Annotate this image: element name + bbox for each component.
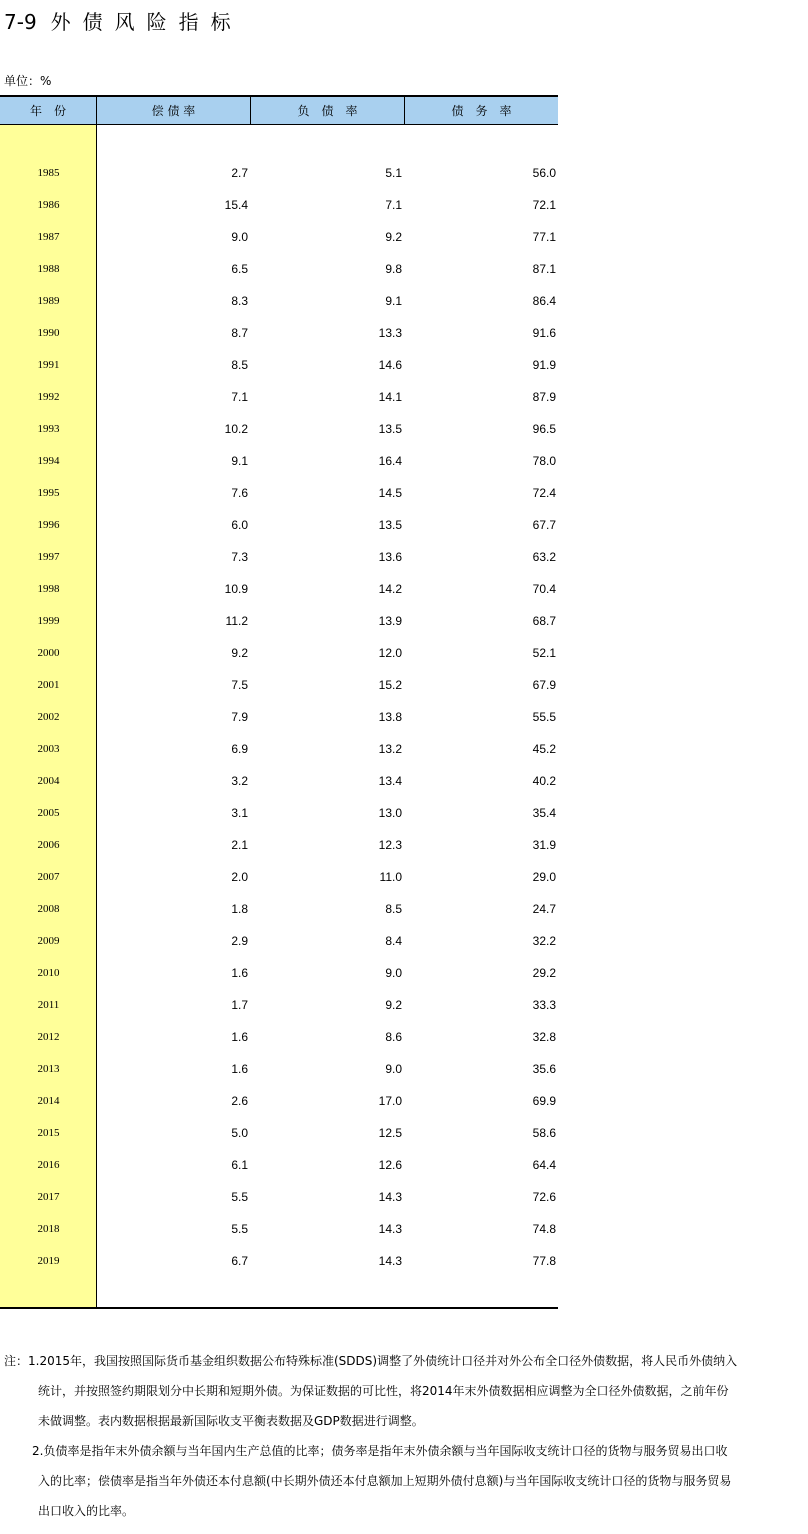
liability-ratio-cell: 13.2	[378, 742, 402, 756]
debt-service-ratio-cell: 3.1	[231, 806, 248, 820]
table-row	[0, 573, 558, 605]
year-cell: 2011	[37, 999, 60, 1011]
debt-service-ratio-cell: 7.6	[231, 486, 248, 500]
debt-service-ratio-cell: 6.5	[231, 262, 248, 276]
liability-ratio-cell: 9.2	[385, 230, 402, 244]
year-cell: 1989	[37, 295, 60, 307]
debt-service-ratio-cell: 6.7	[231, 1254, 248, 1268]
liability-ratio-cell: 9.2	[385, 998, 402, 1012]
year-cell: 2010	[37, 967, 60, 979]
debt-ratio-cell: 29.0	[532, 870, 556, 884]
liability-ratio-cell: 13.9	[378, 614, 402, 628]
year-cell: 2007	[37, 871, 60, 883]
debt-service-ratio-cell: 8.7	[231, 326, 248, 340]
note-1-line-3: 未做调整。表内数据根据最新国际收支平衡表数据及GDP数据进行调整。	[38, 1414, 424, 1428]
header-year: 年 份	[0, 97, 97, 125]
debt-service-ratio-cell: 2.6	[231, 1094, 248, 1108]
year-cell: 1991	[37, 359, 60, 371]
table-row	[0, 701, 558, 733]
table-row	[0, 765, 558, 797]
debt-ratio-cell: 24.7	[532, 902, 556, 916]
note-2-line-1: 2.负债率是指年末外债余额与当年国内生产总值的比率；债务率是指年末外债余额与当年国际收支统计口径的货物与服务贸易出口收	[32, 1444, 728, 1458]
debt-service-ratio-cell: 8.5	[231, 358, 248, 372]
debt-service-ratio-cell: 10.2	[224, 422, 248, 436]
liability-ratio-cell: 14.3	[378, 1190, 402, 1204]
debt-service-ratio-cell: 1.6	[231, 966, 248, 980]
year-cell: 1988	[37, 263, 60, 275]
year-cell: 1996	[37, 519, 60, 531]
debt-ratio-cell: 78.0	[532, 454, 556, 468]
liability-ratio-cell: 14.2	[378, 582, 402, 596]
debt-service-ratio-cell: 1.6	[231, 1030, 248, 1044]
table-row	[0, 605, 558, 637]
debt-ratio-cell: 72.1	[532, 198, 556, 212]
table-row	[0, 1149, 558, 1181]
liability-ratio-cell: 12.0	[378, 646, 402, 660]
year-cell: 1998	[37, 583, 60, 595]
liability-ratio-cell: 12.6	[378, 1158, 402, 1172]
debt-service-ratio-cell: 1.7	[231, 998, 248, 1012]
table-title: 外债风险指标	[50, 10, 243, 34]
debt-ratio-cell: 32.2	[532, 934, 556, 948]
page-title	[4, 6, 243, 35]
liability-ratio-cell: 9.0	[385, 966, 402, 980]
table-row	[0, 189, 558, 221]
year-cell: 2016	[37, 1159, 60, 1171]
year-cell: 2013	[37, 1063, 60, 1075]
debt-service-ratio-cell: 6.0	[231, 518, 248, 532]
debt-service-ratio-cell: 2.9	[231, 934, 248, 948]
year-cell: 1985	[37, 167, 60, 179]
year-cell: 2019	[37, 1255, 60, 1267]
debt-ratio-cell: 86.4	[532, 294, 556, 308]
liability-ratio-cell: 5.1	[385, 166, 402, 180]
note-2-line-2: 入的比率；偿债率是指当年外债还本付息额(中长期外债还本付息额加上短期外债付息额)与当年国际收支统计口径的货物与服务贸易	[38, 1474, 732, 1488]
liability-ratio-cell: 13.3	[378, 326, 402, 340]
liability-ratio-cell: 12.3	[378, 838, 402, 852]
table-row	[0, 1181, 558, 1213]
table-bottom-rule	[0, 1307, 558, 1309]
debt-ratio-cell: 52.1	[532, 646, 556, 660]
year-cell: 2000	[37, 647, 60, 659]
debt-service-ratio-cell: 11.2	[225, 614, 248, 628]
table-row	[0, 957, 558, 989]
liability-ratio-cell: 14.1	[378, 390, 402, 404]
liability-ratio-cell: 14.3	[378, 1222, 402, 1236]
debt-ratio-cell: 32.8	[532, 1030, 556, 1044]
debt-service-ratio-cell: 7.1	[231, 390, 248, 404]
table-row	[0, 925, 558, 957]
liability-ratio-cell: 8.6	[385, 1030, 402, 1044]
table-row	[0, 381, 558, 413]
debt-service-ratio-cell: 9.1	[231, 454, 248, 468]
debt-ratio-cell: 40.2	[532, 774, 556, 788]
liability-ratio-cell: 15.2	[378, 678, 402, 692]
liability-ratio-cell: 7.1	[385, 198, 402, 212]
year-cell: 1997	[37, 551, 60, 563]
liability-ratio-cell: 13.8	[378, 710, 402, 724]
table-row	[0, 541, 558, 573]
year-cell: 2002	[37, 711, 60, 723]
table-row	[0, 221, 558, 253]
year-cell: 2018	[37, 1223, 60, 1235]
year-cell: 2001	[37, 679, 60, 691]
debt-ratio-cell: 31.9	[532, 838, 556, 852]
debt-service-ratio-cell: 7.3	[231, 550, 248, 564]
debt-ratio-cell: 69.9	[532, 1094, 556, 1108]
debt-ratio-cell: 68.7	[532, 614, 556, 628]
debt-service-ratio-cell: 1.8	[231, 902, 248, 916]
debt-service-ratio-cell: 5.0	[231, 1126, 248, 1140]
liability-ratio-cell: 12.5	[378, 1126, 402, 1140]
debt-service-ratio-cell: 2.0	[231, 870, 248, 884]
year-cell: 1986	[37, 199, 60, 211]
liability-ratio-cell: 13.6	[378, 550, 402, 564]
note-1-line-1: 注：1.2015年，我国按照国际货币基金组织数据公布特殊标准(SDDS)调整了外债统计口径并对外公布全口径外债数据，将人民币外债纳入	[4, 1354, 738, 1368]
year-cell: 2006	[37, 839, 60, 851]
debt-ratio-cell: 56.0	[532, 166, 556, 180]
year-cell: 1992	[37, 391, 60, 403]
debt-service-ratio-cell: 9.0	[231, 230, 248, 244]
debt-ratio-cell: 77.1	[532, 230, 556, 244]
year-cell: 1994	[37, 455, 60, 467]
year-cell: 1993	[37, 423, 60, 435]
year-cell: 2015	[37, 1127, 60, 1139]
year-cell: 1999	[37, 615, 60, 627]
liability-ratio-cell: 14.6	[378, 358, 402, 372]
year-cell: 1990	[37, 327, 60, 339]
debt-ratio-cell: 87.9	[532, 390, 556, 404]
year-cell: 1995	[37, 487, 60, 499]
year-cell: 2012	[37, 1031, 60, 1043]
liability-ratio-cell: 13.5	[378, 518, 402, 532]
table-row	[0, 317, 558, 349]
note-2-line-3: 出口收入的比率。	[38, 1504, 135, 1518]
debt-service-ratio-cell: 7.9	[231, 710, 248, 724]
note-1-line-2: 统计，并按照签约期限划分中长期和短期外债。为保证数据的可比性，将2014年末外债数据相应调整为全口径外债数据，之前年份	[38, 1384, 729, 1398]
table-row	[0, 285, 558, 317]
liability-ratio-cell: 16.4	[378, 454, 402, 468]
debt-ratio-cell: 63.2	[532, 550, 556, 564]
table-row	[0, 797, 558, 829]
debt-ratio-cell: 29.2	[532, 966, 556, 980]
debt-ratio-cell: 67.9	[532, 678, 556, 692]
table-row	[0, 1245, 558, 1277]
debt-service-ratio-cell: 1.6	[231, 1062, 248, 1076]
table-row	[0, 253, 558, 285]
debt-service-ratio-cell: 10.9	[224, 582, 248, 596]
liability-ratio-cell: 9.1	[385, 294, 402, 308]
header-liability-ratio: 负 债 率	[251, 97, 405, 125]
debt-ratio-cell: 35.4	[532, 806, 556, 820]
table-row	[0, 637, 558, 669]
table-row	[0, 1117, 558, 1149]
table-row	[0, 989, 558, 1021]
liability-ratio-cell: 13.4	[378, 774, 402, 788]
table-row	[0, 669, 558, 701]
year-cell: 2008	[37, 903, 60, 915]
table-row	[0, 893, 558, 925]
debt-ratio-cell: 87.1	[532, 262, 556, 276]
header-debt-ratio: 债 务 率	[451, 104, 512, 118]
debt-ratio-cell: 55.5	[532, 710, 556, 724]
debt-service-ratio-cell: 6.9	[231, 742, 248, 756]
table-row	[0, 445, 558, 477]
debt-ratio-cell: 91.6	[532, 326, 556, 340]
year-cell: 1987	[37, 231, 60, 243]
debt-service-ratio-cell: 9.2	[231, 646, 248, 660]
liability-ratio-cell: 8.5	[385, 902, 402, 916]
debt-risk-table	[0, 95, 558, 1309]
debt-ratio-cell: 64.4	[532, 1158, 556, 1172]
debt-service-ratio-cell: 6.1	[231, 1158, 248, 1172]
footnotes	[4, 1346, 804, 1526]
table-row	[0, 733, 558, 765]
liability-ratio-cell: 13.0	[378, 806, 402, 820]
table-row	[0, 829, 558, 861]
table-number: 7-9	[4, 10, 37, 34]
debt-ratio-cell: 77.8	[532, 1254, 556, 1268]
debt-ratio-cell: 67.7	[532, 518, 556, 532]
table-row	[0, 861, 558, 893]
liability-ratio-cell: 9.8	[385, 262, 402, 276]
debt-ratio-cell: 72.6	[532, 1190, 556, 1204]
debt-service-ratio-cell: 7.5	[231, 678, 248, 692]
debt-service-ratio-cell: 5.5	[231, 1190, 248, 1204]
year-cell: 2003	[37, 743, 60, 755]
debt-ratio-cell: 58.6	[532, 1126, 556, 1140]
debt-ratio-cell: 96.5	[532, 422, 556, 436]
table-row	[0, 1053, 558, 1085]
table-row	[0, 1213, 558, 1245]
liability-ratio-cell: 13.5	[378, 422, 402, 436]
debt-ratio-cell: 33.3	[532, 998, 556, 1012]
debt-service-ratio-cell: 5.5	[231, 1222, 248, 1236]
year-cell: 2009	[37, 935, 60, 947]
header-debt-service-ratio: 偿 债 率	[97, 97, 251, 125]
debt-ratio-cell: 91.9	[532, 358, 556, 372]
debt-service-ratio-cell: 8.3	[231, 294, 248, 308]
liability-ratio-cell: 17.0	[378, 1094, 402, 1108]
table-row	[0, 157, 558, 189]
liability-ratio-cell: 9.0	[385, 1062, 402, 1076]
debt-ratio-cell: 72.4	[532, 486, 556, 500]
table-row	[0, 1085, 558, 1117]
table-row	[0, 349, 558, 381]
debt-ratio-cell: 45.2	[532, 742, 556, 756]
year-cell: 2017	[37, 1191, 60, 1203]
table-row	[0, 1021, 558, 1053]
liability-ratio-cell: 14.5	[378, 486, 402, 500]
table-header	[0, 95, 558, 125]
table-row	[0, 477, 558, 509]
year-cell: 2014	[37, 1095, 60, 1107]
unit-label: 单位：%	[4, 74, 52, 88]
debt-ratio-cell: 74.8	[532, 1222, 556, 1236]
table-row	[0, 413, 558, 445]
liability-ratio-cell: 11.0	[379, 870, 402, 884]
debt-service-ratio-cell: 15.4	[224, 198, 248, 212]
debt-service-ratio-cell: 2.1	[231, 838, 248, 852]
liability-ratio-cell: 8.4	[385, 934, 402, 948]
debt-service-ratio-cell: 2.7	[231, 166, 248, 180]
debt-service-ratio-cell: 3.2	[231, 774, 248, 788]
year-cell: 2005	[37, 807, 60, 819]
debt-ratio-cell: 70.4	[532, 582, 556, 596]
debt-ratio-cell: 35.6	[532, 1062, 556, 1076]
liability-ratio-cell: 14.3	[378, 1254, 402, 1268]
year-cell: 2004	[37, 775, 60, 787]
table-row	[0, 509, 558, 541]
